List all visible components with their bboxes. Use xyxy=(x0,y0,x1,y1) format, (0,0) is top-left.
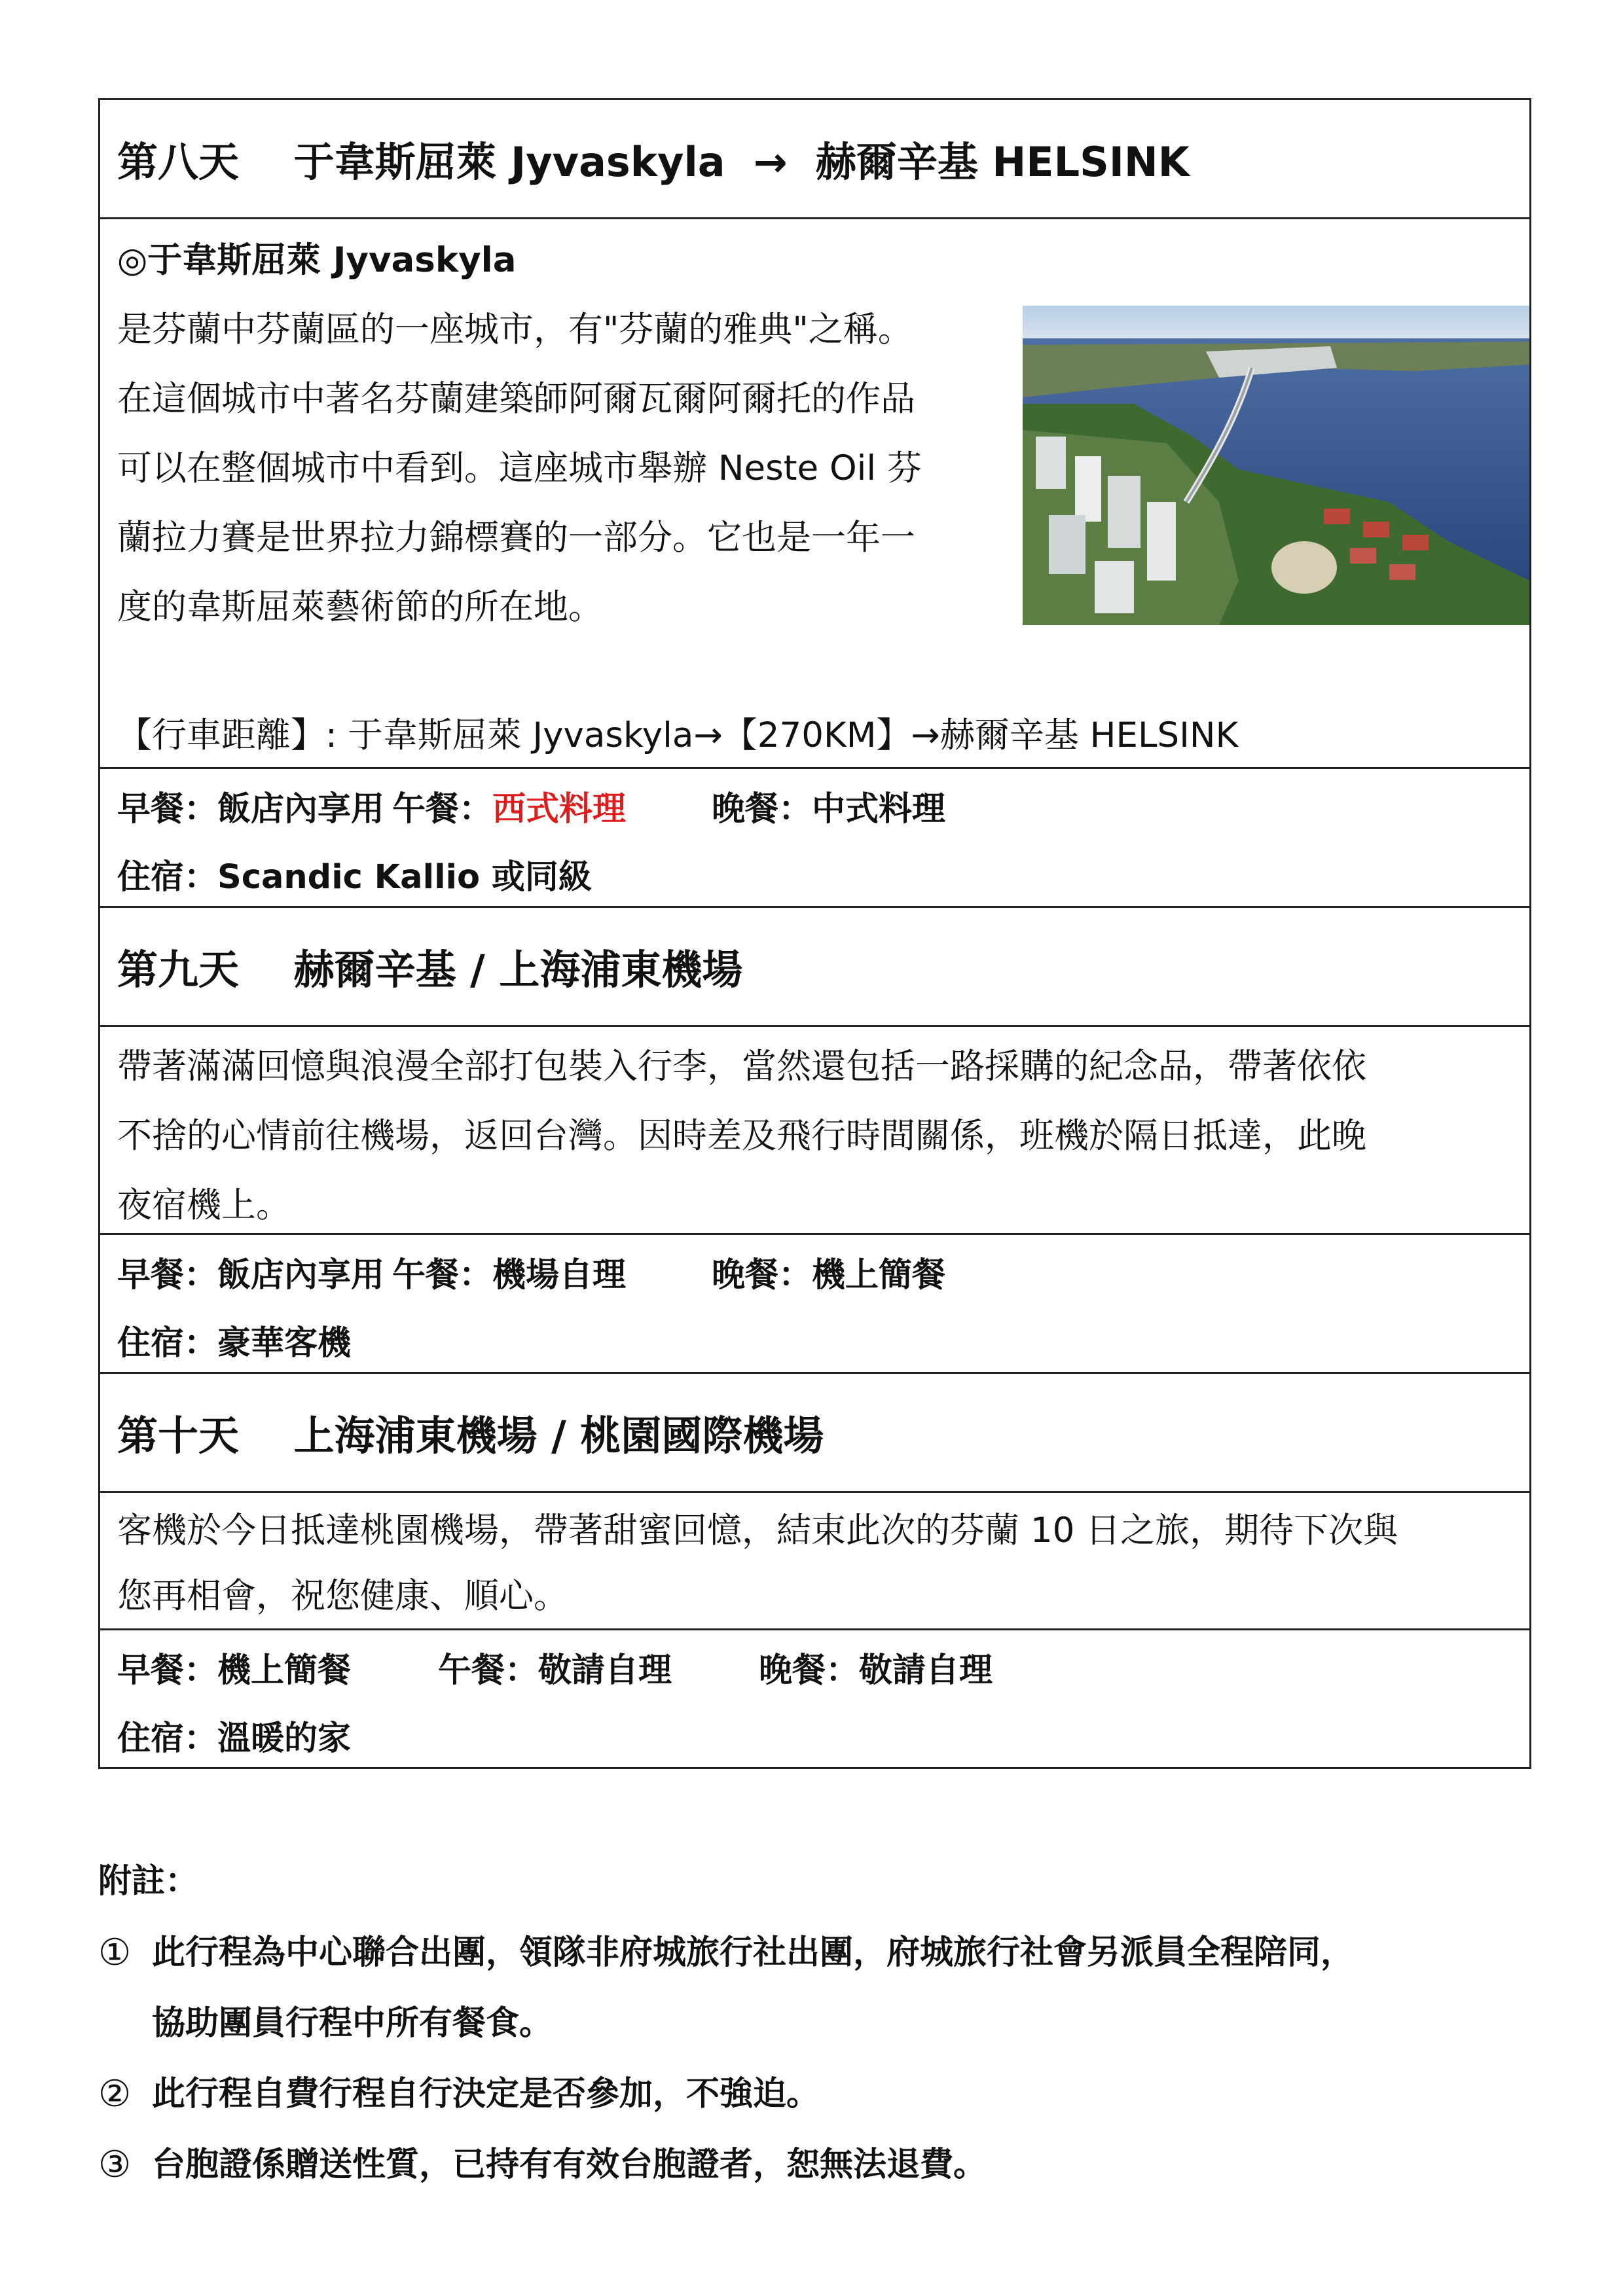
note-line: 協助團員行程中所有餐食。 xyxy=(152,2004,553,2043)
jyvaskyla-aerial-photo xyxy=(1023,306,1529,625)
day8-desc-line: 是芬蘭中芬蘭區的一座城市，有"芬蘭的雅典"之稱。 xyxy=(117,310,913,350)
day9-lunch: 午餐：機場自理 xyxy=(392,1256,627,1295)
day8-title: 第八天 于韋斯屈萊 Jyvaskyla → 赫爾辛基 HELSINK xyxy=(117,138,1190,186)
day10-desc-line: 客機於今日抵達桃園機場，帶著甜蜜回憶，結束此次的芬蘭 10 日之旅，期待下次與 xyxy=(117,1511,1398,1551)
notes-title: 附註： xyxy=(98,1862,199,1901)
photo-illustration xyxy=(1023,306,1529,625)
notes-section xyxy=(98,1846,1531,2200)
day9-desc-line: 不捨的心情前往機場，返回台灣。因時差及飛行時間關係，班機於隔日抵達，此晚 xyxy=(117,1116,1366,1156)
day10-description xyxy=(100,1493,1529,1630)
note-number: ① xyxy=(98,1931,132,1974)
day9-desc-line: 夜宿機上。 xyxy=(117,1185,291,1225)
day8-header xyxy=(100,100,1529,219)
day8-subhead: ◎于韋斯屈萊 Jyvaskyla xyxy=(117,240,517,280)
day8-distance: 【行車距離】: 于韋斯屈萊 Jyvaskyla→【270KM】→赫爾辛基 HELSINK xyxy=(117,715,1239,755)
note-item xyxy=(98,1918,1531,2059)
day10-desc-line: 您再相會，祝您健康、順心。 xyxy=(117,1576,568,1616)
day8-lunch xyxy=(392,776,712,844)
day8-desc-line: 可以在整個城市中看到。這座城市舉辦 Neste Oil 芬 xyxy=(117,448,922,488)
note-line: 此行程為中心聯合出團，領隊非府城旅行社出團，府城旅行社會另派員全程陪同， xyxy=(152,1933,1355,1972)
itinerary-table xyxy=(98,98,1531,1769)
day8-hotel: 住宿：Scandic Kallio 或同級 xyxy=(117,858,592,897)
day9-meals xyxy=(100,1235,1529,1374)
day8-dinner: 晚餐：中式料理 xyxy=(712,790,946,829)
note-number: ② xyxy=(98,2073,132,2115)
day8-description xyxy=(100,295,1038,642)
note-item xyxy=(98,2130,1531,2200)
day8-desc-line: 在這個城市中著名芬蘭建築師阿爾瓦爾阿爾托的作品 xyxy=(117,379,915,419)
note-line: 此行程自費行程自行決定是否參加，不強迫。 xyxy=(152,2075,820,2113)
day10-title: 第十天 上海浦東機場 / 桃園國際機場 xyxy=(117,1412,824,1460)
note-number: ③ xyxy=(98,2144,132,2186)
day9-header xyxy=(100,908,1529,1027)
day9-description xyxy=(100,1027,1529,1235)
day9-breakfast: 早餐：飯店內享用 xyxy=(117,1256,385,1295)
day9-dinner: 晚餐：機上簡餐 xyxy=(712,1256,946,1295)
note-item xyxy=(98,2059,1531,2130)
day10-header xyxy=(100,1374,1529,1493)
day9-title: 第九天 赫爾辛基 / 上海浦東機場 xyxy=(117,946,743,994)
day10-hotel: 住宿：溫暖的家 xyxy=(117,1719,352,1758)
note-line: 台胞證係贈送性質，已持有有效台胞證者，恕無法退費。 xyxy=(152,2145,987,2184)
day8-lunch-value: 西式料理 xyxy=(492,790,627,829)
day10-breakfast: 早餐：機上簡餐 xyxy=(117,1651,352,1690)
day8-meals xyxy=(100,769,1529,908)
day10-meals xyxy=(100,1630,1529,1769)
day9-hotel: 住宿：豪華客機 xyxy=(117,1324,352,1363)
day9-desc-line: 帶著滿滿回憶與浪漫全部打包裝入行李，當然還包括一路採購的紀念品，帶著依依 xyxy=(117,1047,1366,1086)
day8-desc-line: 蘭拉力賽是世界拉力錦標賽的一部分。它也是一年一 xyxy=(117,518,915,558)
day8-breakfast: 早餐：飯店內享用 xyxy=(117,790,385,829)
day8-body xyxy=(100,219,1529,769)
day10-lunch: 午餐：敬請自理 xyxy=(438,1651,672,1690)
day8-desc-line: 度的韋斯屈萊藝術節的所在地。 xyxy=(117,587,603,627)
day8-lunch-label: 午餐： xyxy=(392,790,493,829)
day10-dinner: 晚餐：敬請自理 xyxy=(759,1651,993,1690)
